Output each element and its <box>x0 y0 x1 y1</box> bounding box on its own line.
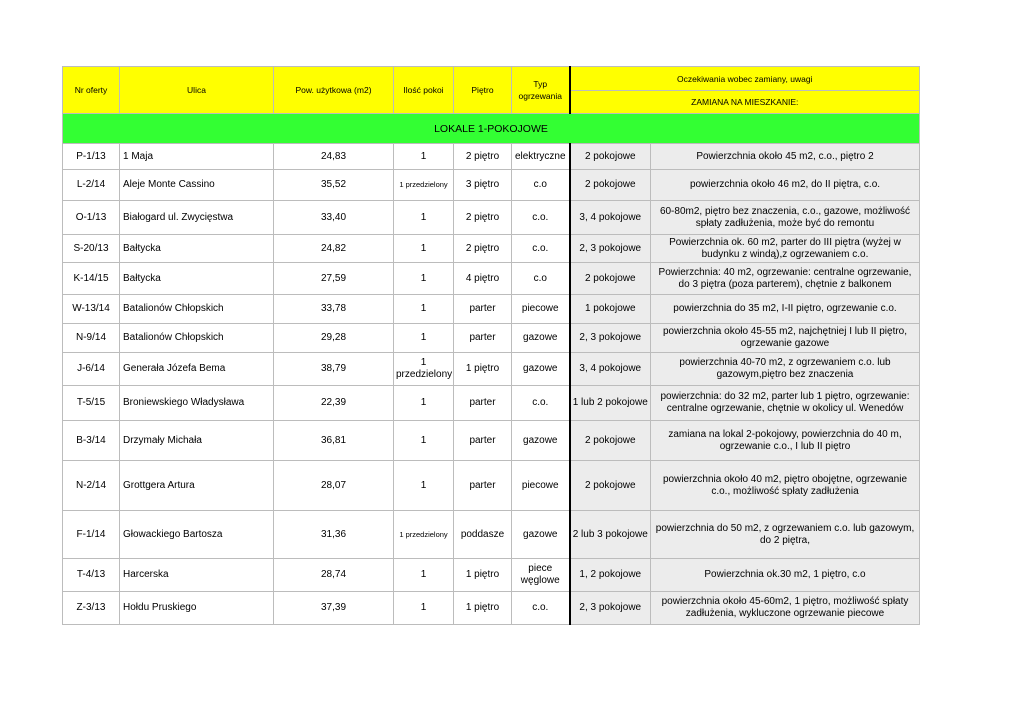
area-cell: 37,39 <box>274 592 394 625</box>
table-row <box>63 511 920 559</box>
floor-cell: poddasze <box>454 511 512 559</box>
floor-cell: 3 piętro <box>454 170 512 201</box>
area-cell: 22,39 <box>274 386 394 421</box>
floor-cell: parter <box>454 295 512 324</box>
street-cell: Bałtycka <box>120 263 274 295</box>
street-cell: Białogard ul. Zwycięstwa <box>120 201 274 235</box>
floor-cell: 1 piętro <box>454 592 512 625</box>
area-cell: 33,78 <box>274 295 394 324</box>
offer-number-cell: S-20/13 <box>63 235 120 263</box>
area-cell: 38,79 <box>274 353 394 386</box>
header-ilosc-pokoi: Ilość pokoi <box>394 67 454 114</box>
offers-table <box>62 66 920 625</box>
heating-cell: piece węglowe <box>512 559 570 592</box>
street-cell: Grottgera Artura <box>120 461 274 511</box>
exchange-rooms-cell: 2, 3 pokojowe <box>570 235 651 263</box>
heating-cell: c.o. <box>512 386 570 421</box>
area-cell: 33,40 <box>274 201 394 235</box>
table-row <box>63 170 920 201</box>
heating-cell: c.o. <box>512 592 570 625</box>
floor-cell: 1 piętro <box>454 353 512 386</box>
exchange-rooms-cell: 2 pokojowe <box>570 421 651 461</box>
rooms-cell: 1 <box>394 235 454 263</box>
table-row <box>63 235 920 263</box>
street-cell: Broniewskiego Władysława <box>120 386 274 421</box>
remarks-cell: Powierzchnia ok.30 m2, 1 piętro, c.o <box>651 559 920 592</box>
table-row <box>63 461 920 511</box>
heating-cell: c.o. <box>512 235 570 263</box>
offer-number-cell: W-13/14 <box>63 295 120 324</box>
street-cell: Batalionów Chłopskich <box>120 295 274 324</box>
header-oczekiwania: Oczekiwania wobec zamiany, uwagi <box>570 67 920 91</box>
remarks-cell: powierzchnia około 46 m2, do II piętra, c.o. <box>651 170 920 201</box>
rooms-cell: 1 <box>394 295 454 324</box>
table-row <box>63 386 920 421</box>
heating-cell: gazowe <box>512 353 570 386</box>
rooms-cell: 1 <box>394 461 454 511</box>
street-cell: Hołdu Pruskiego <box>120 592 274 625</box>
street-cell: Batalionów Chłopskich <box>120 324 274 353</box>
heating-cell: c.o <box>512 170 570 201</box>
area-cell: 24,83 <box>274 144 394 170</box>
offer-number-cell: T-5/15 <box>63 386 120 421</box>
offer-number-cell: J-6/14 <box>63 353 120 386</box>
remarks-cell: powierzchnia około 45-60m2, 1 piętro, możliwość spłaty zadłużenia, wykluczone ogrzewanie piecowe <box>651 592 920 625</box>
street-cell: Głowackiego Bartosza <box>120 511 274 559</box>
section-title: LOKALE 1-POKOJOWE <box>63 114 920 144</box>
remarks-cell: powierzchnia: do 32 m2, parter lub 1 piętro, ogrzewanie: centralne ogrzewanie, chętnie w okolicy ul. Wenedów <box>651 386 920 421</box>
floor-cell: parter <box>454 324 512 353</box>
header-nr-oferty: Nr oferty <box>63 67 120 114</box>
floor-cell: 4 piętro <box>454 263 512 295</box>
offer-number-cell: B-3/14 <box>63 421 120 461</box>
exchange-rooms-cell: 2 pokojowe <box>570 144 651 170</box>
remarks-cell: powierzchnia 40-70 m2, z ogrzewaniem c.o. lub gazowym,piętro bez znaczenia <box>651 353 920 386</box>
header-typ-ogrzewania: Typ ogrzewania <box>512 67 570 114</box>
rooms-cell: 1 <box>394 144 454 170</box>
floor-cell: 2 piętro <box>454 235 512 263</box>
exchange-rooms-cell: 3, 4 pokojowe <box>570 201 651 235</box>
street-cell: 1 Maja <box>120 144 274 170</box>
offer-number-cell: P-1/13 <box>63 144 120 170</box>
remarks-cell: powierzchnia około 40 m2, piętro obojętne, ogrzewanie c.o., możliwość spłaty zadłużenia <box>651 461 920 511</box>
header-ulica: Ulica <box>120 67 274 114</box>
offer-number-cell: N-9/14 <box>63 324 120 353</box>
exchange-rooms-cell: 2 pokojowe <box>570 170 651 201</box>
heating-cell: c.o <box>512 263 570 295</box>
remarks-cell: Powierzchnia około 45 m2, c.o., piętro 2 <box>651 144 920 170</box>
floor-cell: parter <box>454 461 512 511</box>
heating-cell: gazowe <box>512 511 570 559</box>
rooms-cell: 1 <box>394 421 454 461</box>
rooms-cell: 1 przedzielony <box>394 511 454 559</box>
street-cell: Bałtycka <box>120 235 274 263</box>
table-row <box>63 295 920 324</box>
floor-cell: 2 piętro <box>454 201 512 235</box>
table-row <box>63 559 920 592</box>
rooms-cell: 1 <box>394 201 454 235</box>
rooms-cell: 1 <box>394 324 454 353</box>
heating-cell: gazowe <box>512 421 570 461</box>
header-zamiana-na: ZAMIANA NA MIESZKANIE: <box>570 91 920 114</box>
table-row <box>63 263 920 295</box>
area-cell: 29,28 <box>274 324 394 353</box>
table-row <box>63 201 920 235</box>
table-row <box>63 353 920 386</box>
offer-number-cell: Z-3/13 <box>63 592 120 625</box>
exchange-rooms-cell: 2 pokojowe <box>570 461 651 511</box>
floor-cell: 2 piętro <box>454 144 512 170</box>
exchange-rooms-cell: 3, 4 pokojowe <box>570 353 651 386</box>
exchange-rooms-cell: 2, 3 pokojowe <box>570 592 651 625</box>
remarks-cell: powierzchnia około 45-55 m2, najchętniej I lub II piętro, ogrzewanie gazowe <box>651 324 920 353</box>
remarks-cell: Powierzchnia: 40 m2, ogrzewanie: centralne ogrzewanie, do 3 piętra (poza parterem), chętnie z balkonem <box>651 263 920 295</box>
exchange-rooms-cell: 2 pokojowe <box>570 263 651 295</box>
exchange-rooms-cell: 1 lub 2 pokojowe <box>570 386 651 421</box>
rooms-cell: 1 przedzielony <box>394 170 454 201</box>
header-pow: Pow. użytkowa (m2) <box>274 67 394 114</box>
remarks-cell: Powierzchnia ok. 60 m2, parter do III piętra (wyżej w budynku z windą),z ogrzewaniem c.o. <box>651 235 920 263</box>
rooms-cell: 1 <box>394 559 454 592</box>
offer-number-cell: L-2/14 <box>63 170 120 201</box>
street-cell: Generała Józefa Bema <box>120 353 274 386</box>
exchange-rooms-cell: 1 pokojowe <box>570 295 651 324</box>
table-row <box>63 324 920 353</box>
rooms-cell: 1 przedzielony <box>394 353 454 386</box>
floor-cell: parter <box>454 386 512 421</box>
rooms-cell: 1 <box>394 263 454 295</box>
heating-cell: gazowe <box>512 324 570 353</box>
table-row <box>63 144 920 170</box>
offer-number-cell: K-14/15 <box>63 263 120 295</box>
area-cell: 35,52 <box>274 170 394 201</box>
remarks-cell: 60-80m2, piętro bez znaczenia, c.o., gazowe, możliwość spłaty zadłużenia, może być do remontu <box>651 201 920 235</box>
floor-cell: parter <box>454 421 512 461</box>
heating-cell: c.o. <box>512 201 570 235</box>
street-cell: Harcerska <box>120 559 274 592</box>
street-cell: Aleje Monte Cassino <box>120 170 274 201</box>
heating-cell: elektryczne <box>512 144 570 170</box>
area-cell: 31,36 <box>274 511 394 559</box>
street-cell: Drzymały Michała <box>120 421 274 461</box>
area-cell: 24,82 <box>274 235 394 263</box>
exchange-rooms-cell: 1, 2 pokojowe <box>570 559 651 592</box>
area-cell: 27,59 <box>274 263 394 295</box>
rooms-cell: 1 <box>394 592 454 625</box>
table-row <box>63 421 920 461</box>
table-row <box>63 592 920 625</box>
exchange-rooms-cell: 2, 3 pokojowe <box>570 324 651 353</box>
offer-number-cell: F-1/14 <box>63 511 120 559</box>
heating-cell: piecowe <box>512 295 570 324</box>
remarks-cell: powierzchnia do 50 m2, z ogrzewaniem c.o. lub gazowym, do 2 piętra, <box>651 511 920 559</box>
remarks-cell: powierzchnia do 35 m2, I-II piętro, ogrzewanie c.o. <box>651 295 920 324</box>
heating-cell: piecowe <box>512 461 570 511</box>
header-pietro: Piętro <box>454 67 512 114</box>
offer-number-cell: N-2/14 <box>63 461 120 511</box>
remarks-cell: zamiana na lokal 2-pokojowy, powierzchnia do 40 m, ogrzewanie c.o., I lub II piętro <box>651 421 920 461</box>
area-cell: 36,81 <box>274 421 394 461</box>
rooms-cell: 1 <box>394 386 454 421</box>
offer-number-cell: T-4/13 <box>63 559 120 592</box>
area-cell: 28,07 <box>274 461 394 511</box>
area-cell: 28,74 <box>274 559 394 592</box>
exchange-rooms-cell: 2 lub 3 pokojowe <box>570 511 651 559</box>
floor-cell: 1 piętro <box>454 559 512 592</box>
offer-number-cell: O-1/13 <box>63 201 120 235</box>
